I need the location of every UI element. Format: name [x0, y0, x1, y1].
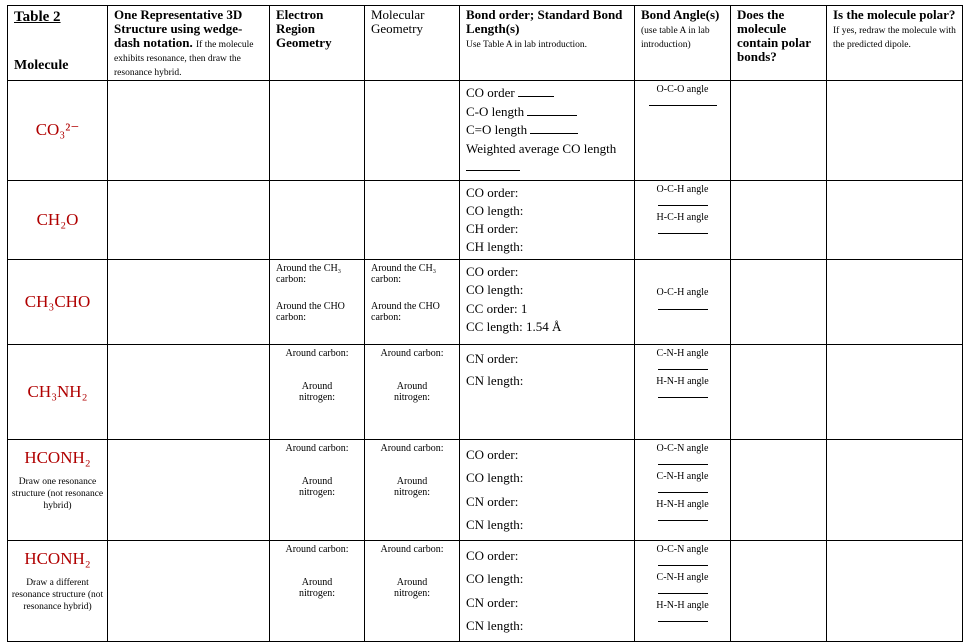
region-label: Around carbon: — [285, 347, 349, 359]
region-label: Around nitrogen: — [298, 576, 336, 599]
region-label: Around carbon: — [380, 347, 444, 359]
angle-label: H-C-H angle — [656, 211, 709, 223]
molecule-formula: CH₃NH₂ — [27, 381, 88, 401]
bond-line: CO order: — [466, 547, 519, 563]
molecule-cell — [8, 439, 108, 540]
angle-label: O-C-O angle — [656, 84, 709, 95]
bond-line: CO order — [466, 85, 515, 100]
table-label: Table 2 — [14, 9, 61, 25]
table-row — [8, 81, 963, 181]
polar-column-title: Is the molecule polar? — [833, 7, 956, 22]
molecular-column-title: Molecular Geometry — [371, 7, 425, 36]
molecule-formula: HCONH₂ — [24, 447, 91, 467]
bond-line: CC order: 1 — [466, 300, 528, 316]
bond-cell[interactable] — [460, 439, 635, 540]
angle-label: C-N-H angle — [656, 470, 709, 482]
structure-column-title: One Representative 3D Structure using wedge-dash notation. — [114, 7, 243, 50]
structure-cell[interactable] — [108, 81, 270, 181]
bond-line: CN length: — [466, 618, 524, 633]
bond-line: CN order: — [466, 350, 519, 366]
molecular-geometry-cell[interactable] — [365, 540, 460, 641]
electron-column-title: Electron Region Geometry — [276, 7, 332, 50]
bond-cell[interactable] — [460, 81, 635, 181]
bond-line: C=O length — [466, 122, 528, 137]
angle-cell[interactable] — [635, 180, 731, 259]
molecular-geometry-cell[interactable] — [365, 259, 460, 344]
region-label: Around carbon: — [285, 543, 349, 555]
structure-column-note: If the molecule exhibits resonance, then draw the resonance hybrid. — [114, 40, 254, 78]
table-row — [8, 180, 963, 259]
molecule-formula: CH₃CHO — [24, 291, 91, 311]
structure-cell[interactable] — [108, 439, 270, 540]
angle-cell[interactable] — [635, 259, 731, 344]
angle-label: H-N-H angle — [656, 599, 709, 611]
region-label: Around nitrogen: — [298, 380, 336, 403]
region-label: Around the CHO carbon: — [276, 300, 345, 323]
molecule-note: Draw a different resonance structure (not resonance hybrid) — [11, 577, 104, 612]
molecule-cell — [8, 259, 108, 344]
bond-cell[interactable] — [460, 344, 635, 439]
header-electron-cell — [270, 6, 365, 81]
polar-bonds-cell[interactable] — [731, 540, 827, 641]
bond-line: CO length: — [466, 571, 524, 586]
angle-label: C-N-H angle — [656, 347, 709, 359]
angle-label: C-N-H angle — [656, 571, 709, 583]
polar-bonds-cell[interactable] — [731, 439, 827, 540]
region-label: Around carbon: — [380, 543, 444, 555]
molecular-geometry-cell[interactable] — [365, 180, 460, 259]
molecule-formula: CO₃²⁻ — [35, 120, 80, 140]
bond-line: CO length: — [466, 282, 524, 297]
polar-cell[interactable] — [827, 180, 963, 259]
structure-cell[interactable] — [108, 344, 270, 439]
bond-line: CO order: — [466, 446, 519, 462]
region-label: Around the CH₃ carbon: — [276, 262, 342, 285]
structure-cell[interactable] — [108, 540, 270, 641]
bond-cell[interactable] — [460, 540, 635, 641]
molecule-column-label: Molecule — [14, 58, 69, 73]
molecule-note: Draw one resonance structure (not resonance hybrid) — [11, 476, 104, 511]
angle-label: O-C-N angle — [656, 442, 709, 454]
bond-column-title: Bond order; Standard Bond Length(s) — [466, 7, 623, 36]
polar-cell[interactable] — [827, 259, 963, 344]
angle-cell[interactable] — [635, 439, 731, 540]
table-row — [8, 540, 963, 641]
bond-line: CN length: — [466, 372, 524, 388]
polar-cell[interactable] — [827, 81, 963, 181]
polar-column-note: If yes, redraw the molecule with the predicted dipole. — [833, 26, 956, 50]
electron-geometry-cell[interactable] — [270, 180, 365, 259]
structure-cell[interactable] — [108, 180, 270, 259]
header-row — [8, 6, 963, 81]
electron-geometry-cell[interactable] — [270, 259, 365, 344]
bond-cell[interactable] — [460, 180, 635, 259]
polar-cell[interactable] — [827, 344, 963, 439]
polar-cell[interactable] — [827, 439, 963, 540]
molecular-geometry-cell[interactable] — [365, 439, 460, 540]
angle-label: O-C-N angle — [656, 543, 709, 555]
molecule-formula: CH₂O — [36, 209, 79, 229]
table-row — [8, 344, 963, 439]
header-angle-cell — [635, 6, 731, 81]
polar-bonds-column-title: Does the molecule contain polar bonds? — [737, 7, 811, 64]
angle-cell[interactable] — [635, 344, 731, 439]
electron-geometry-cell[interactable] — [270, 81, 365, 181]
molecule-cell — [8, 180, 108, 259]
angle-label: O-C-H angle — [656, 286, 709, 298]
molecule-cell — [8, 344, 108, 439]
bond-line: CO length: — [466, 470, 524, 485]
table-row — [8, 259, 963, 344]
molecule-cell — [8, 540, 108, 641]
header-polar-cell — [827, 6, 963, 81]
table-row — [8, 439, 963, 540]
bond-cell[interactable] — [460, 259, 635, 344]
polar-bonds-cell[interactable] — [731, 180, 827, 259]
region-label: Around the CH₃ carbon: — [371, 262, 437, 285]
header-polar-bonds-cell — [731, 6, 827, 81]
bond-line: CH length: — [466, 238, 524, 254]
molecule-formula: HCONH₂ — [24, 548, 91, 568]
bond-line: CO order: — [466, 184, 519, 200]
angle-column-note: (use table A in lab introduction) — [641, 26, 710, 50]
bond-line: CO length: — [466, 202, 524, 218]
electron-geometry-cell[interactable] — [270, 439, 365, 540]
molecular-geometry-cell[interactable] — [365, 81, 460, 181]
header-structure-cell — [108, 6, 270, 81]
angle-column-title: Bond Angle(s) — [641, 7, 720, 22]
header-bond-cell — [460, 6, 635, 81]
bond-line: CO order: — [466, 263, 519, 279]
molecule-cell — [8, 81, 108, 181]
electron-geometry-cell[interactable] — [270, 344, 365, 439]
region-label: Around the CHO carbon: — [371, 300, 440, 323]
region-label: Around carbon: — [285, 442, 349, 454]
polar-cell[interactable] — [827, 540, 963, 641]
region-label: Around nitrogen: — [393, 475, 431, 498]
bond-column-note: Use Table A in lab introduction. — [466, 40, 588, 50]
region-label: Around nitrogen: — [393, 380, 431, 403]
bond-line: CN length: — [466, 517, 524, 532]
region-label: Around nitrogen: — [298, 475, 336, 498]
bond-line: C-O length — [466, 103, 525, 119]
polar-bonds-cell[interactable] — [731, 259, 827, 344]
region-label: Around nitrogen: — [393, 576, 431, 599]
bond-line: CH order: — [466, 220, 519, 236]
bond-line: CC length: 1.54 Å — [466, 319, 562, 334]
header-molecule-cell — [8, 6, 108, 81]
region-label: Around carbon: — [380, 442, 444, 454]
angle-cell[interactable] — [635, 540, 731, 641]
bond-line: Weighted average CO length — [466, 140, 617, 156]
angle-cell[interactable] — [635, 81, 731, 181]
bond-line: CN order: — [466, 594, 519, 610]
electron-geometry-cell[interactable] — [270, 540, 365, 641]
angle-label: O-C-H angle — [656, 183, 709, 195]
polar-bonds-cell[interactable] — [731, 344, 827, 439]
worksheet-table — [7, 5, 963, 642]
polar-bonds-cell[interactable] — [731, 81, 827, 181]
header-molecular-cell — [365, 6, 460, 81]
bond-line: CN order: — [466, 493, 519, 509]
structure-cell[interactable] — [108, 259, 270, 344]
angle-label: H-N-H angle — [656, 498, 709, 510]
angle-label: H-N-H angle — [656, 375, 709, 387]
molecular-geometry-cell[interactable] — [365, 344, 460, 439]
